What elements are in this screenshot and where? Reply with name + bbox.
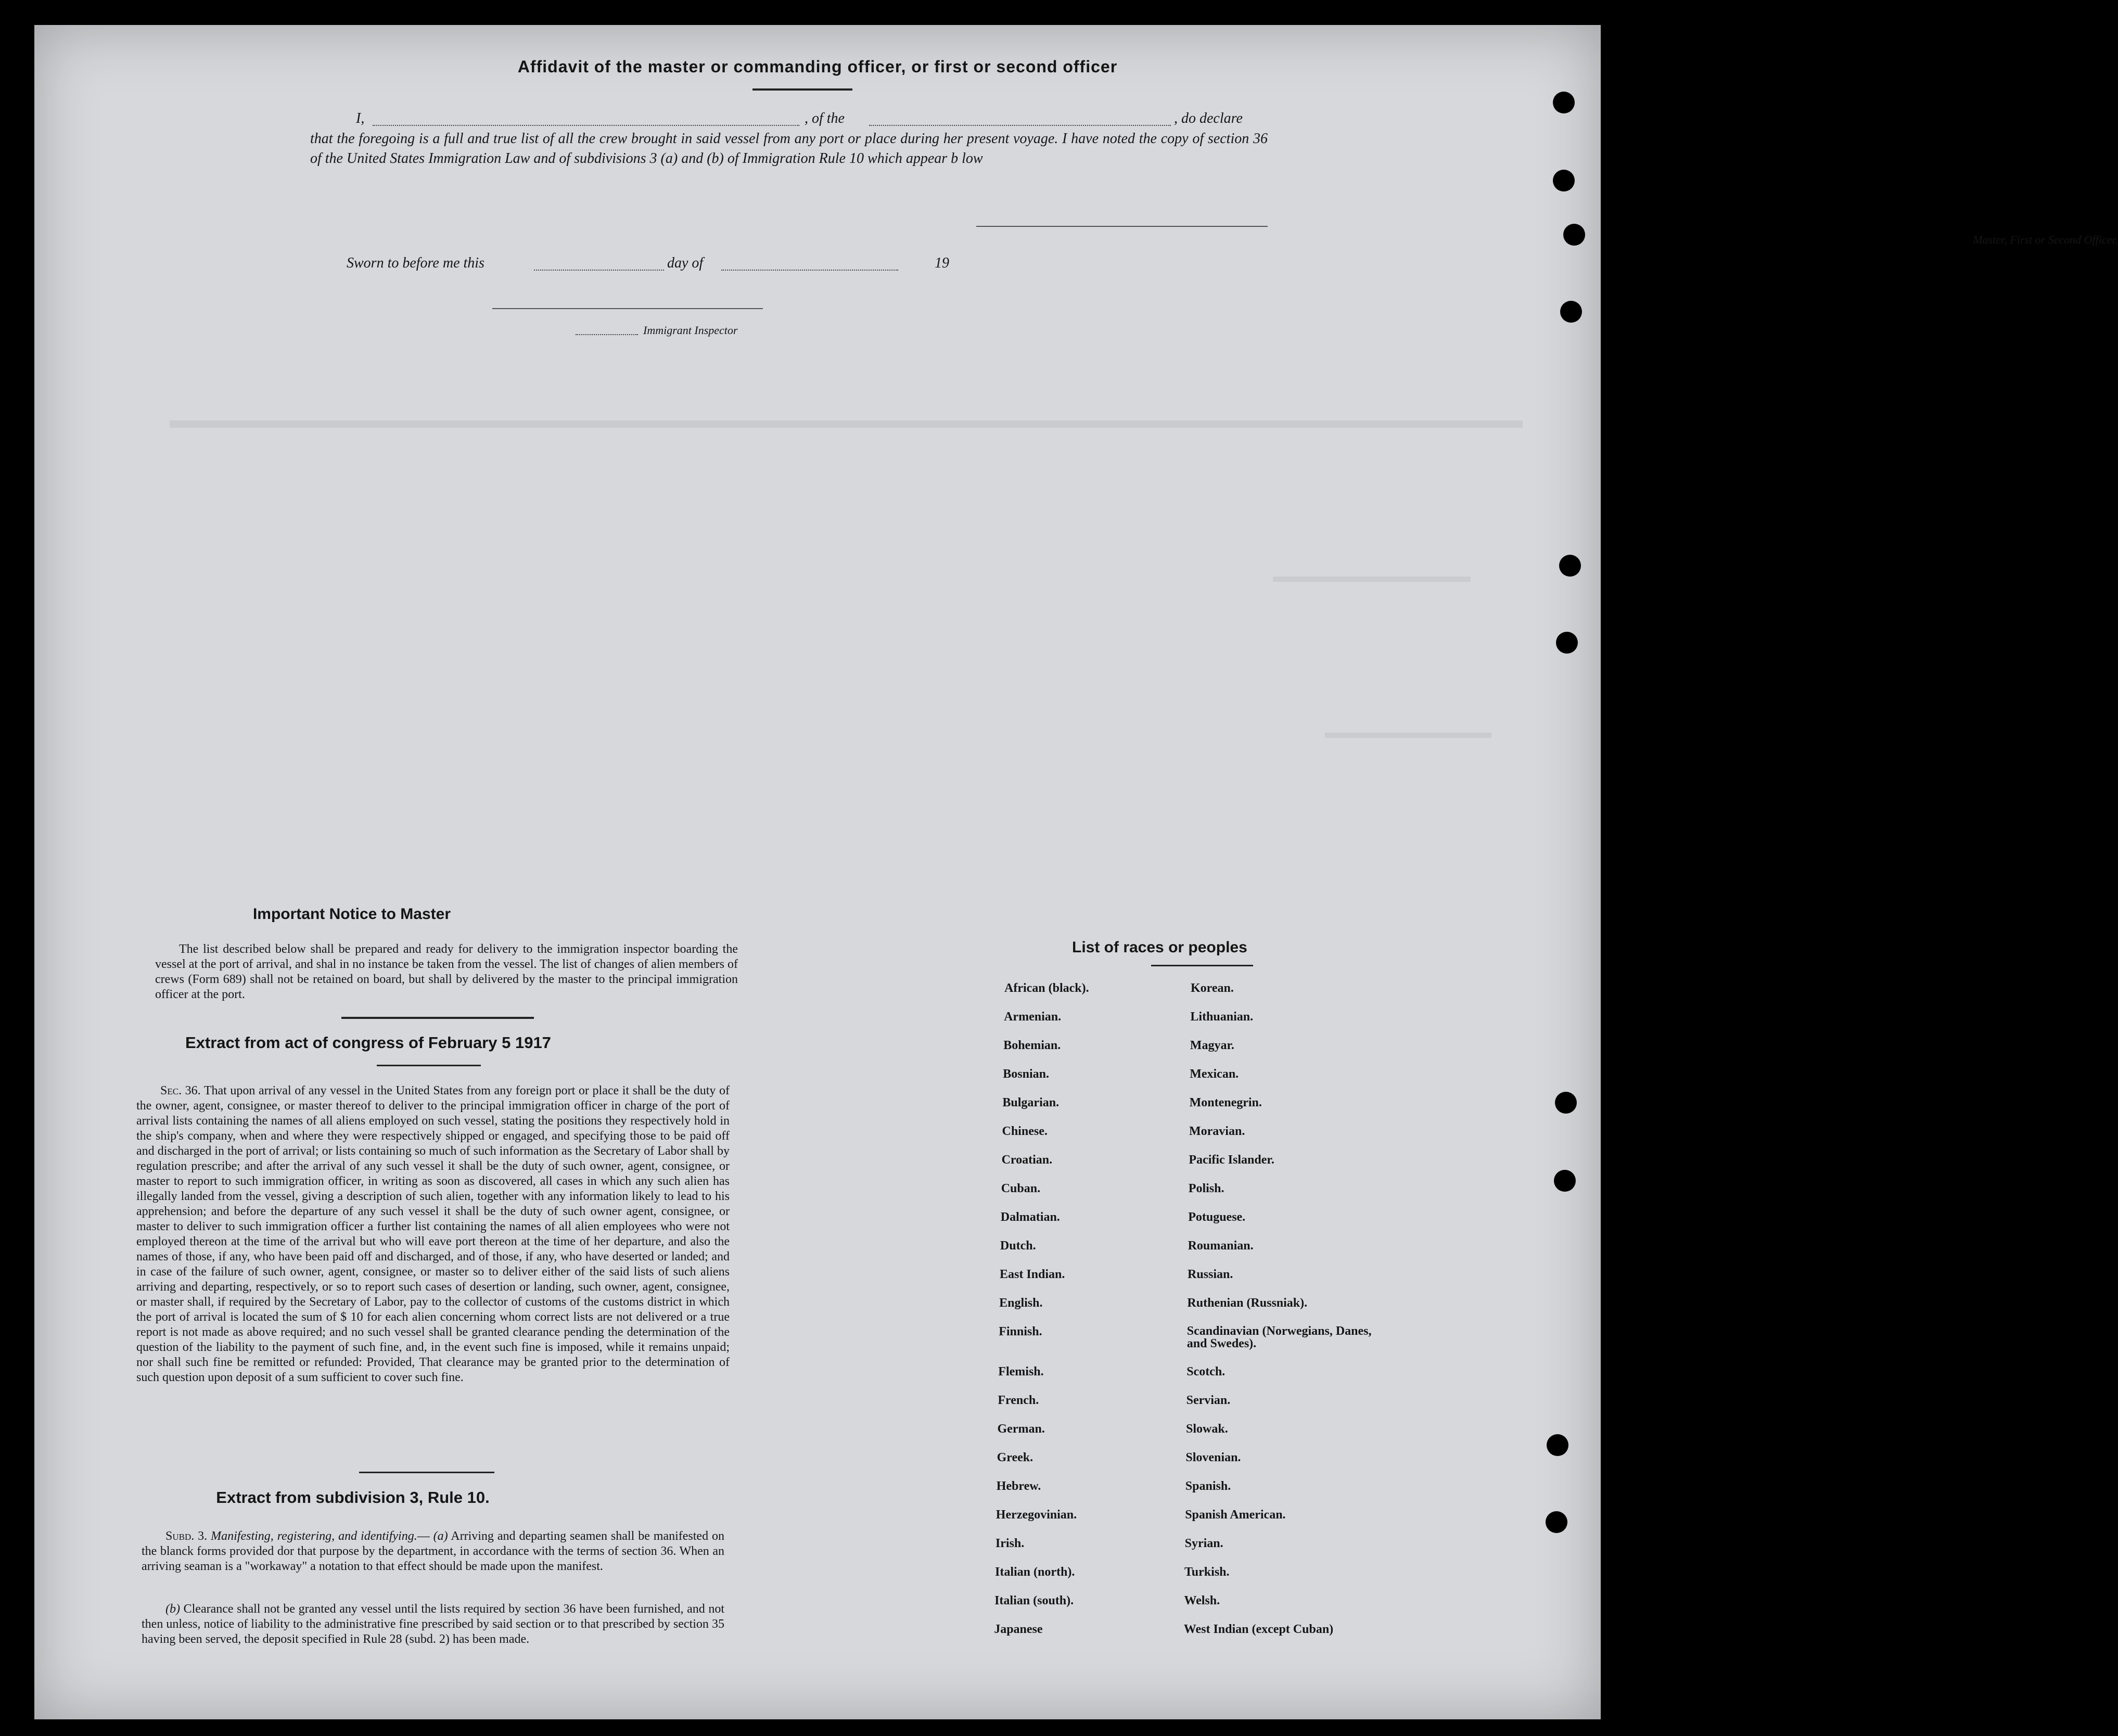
binder-hole [1553, 170, 1575, 192]
para-a-label: (a) [433, 1529, 448, 1543]
race-item: Mexican. [1190, 1067, 1239, 1081]
binder-hole [1556, 632, 1578, 654]
race-item: German. [997, 1422, 1045, 1436]
inspector-dot-line [576, 334, 638, 335]
para-b-text: Clearance shall not be granted any vessel until the lists required by section 36 have been furnished, and not then unless, notice of liability to the administrative fine prescribed by said section or to that prescribed by section 35 having been served, the deposit specified in Rule 28 (subd. 2) has been made. [142, 1602, 725, 1646]
race-item: Chinese. [1002, 1125, 1048, 1138]
affidavit-i-label: I, [356, 110, 365, 126]
race-item: Herzegovinian. [996, 1508, 1077, 1522]
sworn-month-blank[interactable] [721, 270, 898, 271]
vessel-blank-line[interactable] [869, 125, 1171, 126]
subd-heading: Manifesting, registering, and identifying. [211, 1529, 417, 1543]
race-item: Irish. [995, 1537, 1025, 1550]
race-item: Turkish. [1184, 1565, 1230, 1579]
race-item: Italian (north). [995, 1565, 1075, 1579]
binder-hole [1559, 555, 1581, 577]
extract-rule-title: Extract from subdivision 3, Rule 10. [216, 1488, 490, 1507]
race-item: Ruthenian (Russniak). [1187, 1296, 1308, 1310]
name-blank-line[interactable] [373, 125, 799, 126]
affidavit-title: Affidavit of the master or commanding officer, or first or second officer [517, 57, 1118, 76]
race-item: Polish. [1188, 1182, 1224, 1195]
inspector-caption: Immigrant Inspector [643, 324, 738, 337]
race-item: Bulgarian. [1002, 1096, 1060, 1109]
binder-hole [1547, 1434, 1568, 1456]
race-item: Welsh. [1184, 1594, 1220, 1607]
race-item: Flemish. [998, 1365, 1044, 1378]
binder-hole [1563, 224, 1585, 246]
race-item: Bohemian. [1003, 1039, 1061, 1052]
race-item: Syrian. [1184, 1537, 1223, 1550]
notice-divider [341, 1017, 534, 1019]
section-body: That upon arrival of any vessel in the United States from any foreign port or place it shall be the duty of the owner, agent, consignee, or master thereof to deliver to the principal immigration officer in charge of the port of arrival lists containing the names of all aliens employed on such vessel, stating the positions they respectively hold in the ship's company, when and where they were respectively shipped or engaged, and specifying those to be paid off and discharged in the port of arrival; or lists containing so much of such information as the Secretary of Labor shall by regulation prescribe; and after the arrival of any such vessel it shall be the duty of such owner, agent, consignee, or master to report to such immigration officer, in writing as soon as discovered, all cases in which any such alien has illegally landed from the vessel, giving a description of such alien, together with any information likely to lead to his apprehension; and before the departure of any such vessel it shall be the duty of such owner agent, consignee, or master to deliver to such immigration officer a further list containing the names of all alien employees who were not employed thereon at the time of the arrival but who will eave port thereon at the time of her departure, and also the names of those, if any, who have been paid off and discharged, and of those, if any, who have deserted or landed; and in case of the failure of such owner, agent, consignee, or master so to deliver either of the said lists of such aliens arriving and departing, respectively, or so to report such cases of desertion or landing, such owner, agent, consignee, or master shall, if required by the Secretary of Labor, pay to the collector of customs of the customs district in which the port of arrival is located the sum of $ 10 for each alien concerning whom correct lists are not delivered or a true report is not made as above required; and no such vessel shall be granted clearance pending the determination of the question of the liability to the payment of such fine, and, in the event such fine is imposed, while it remains unpaid; nor shall such fine be remitted or refunded: Provided, That clearance may be granted prior to the determination of such question upon deposit of a sum sufficient to cover such fine. [136, 1084, 730, 1384]
binder-hole [1555, 1092, 1577, 1114]
race-item: Moravian. [1189, 1125, 1245, 1138]
para-b-label: (b) [165, 1602, 180, 1616]
bleed-through-mark [1273, 577, 1471, 582]
race-item: Bosnian. [1003, 1067, 1050, 1081]
affidavit-of-the-label: , of the [805, 110, 845, 126]
sworn-day-label: day of [667, 255, 704, 271]
race-item: Russian. [1188, 1268, 1233, 1281]
extract-act-underline [377, 1065, 481, 1066]
title-underline [752, 88, 852, 91]
subd-b-paragraph [142, 1602, 724, 1647]
binder-hole [1560, 301, 1582, 323]
subd-label: Subd. 3. [165, 1529, 208, 1543]
race-item: Scotch. [1186, 1365, 1226, 1378]
races-underline [1151, 965, 1253, 966]
race-item: Potuguese. [1188, 1210, 1246, 1224]
race-item: Montenegrin. [1189, 1096, 1262, 1109]
binder-hole [1553, 92, 1575, 113]
race-item: West Indian (except Cuban) [1183, 1623, 1334, 1636]
race-item: Hebrew. [996, 1479, 1041, 1493]
affidavit-declare-label: , do declare [1174, 110, 1243, 126]
race-item: Dutch. [1000, 1239, 1036, 1253]
affidavit-body: that the foregoing is a full and true list of all the crew brought in said vessel from any port or place during her present voyage. I have noted the copy of section 36 of the United States Immigration Law and of subdivisions 3 (a) and (b) of Immigration Rule 10 which appear b low [310, 131, 1268, 167]
races-title: List of races or peoples [1072, 939, 1247, 956]
section-label: Sec. 36. [160, 1084, 201, 1097]
race-item: Pacific Islander. [1189, 1153, 1274, 1167]
race-item: Lithuanian. [1190, 1010, 1254, 1024]
para-a-text: Arriving and departing seamen shall be manifested on the blanck forms provided dor that purpose by the department, in accordance with the terms of section 36. When an arriving seaman is a "workaway" a notation to that effect should be made upon the manifest. [142, 1529, 725, 1573]
race-item: Croatian. [1001, 1153, 1053, 1167]
race-item: Spanish American. [1185, 1508, 1286, 1522]
race-item: Cuban. [1001, 1182, 1041, 1195]
rule-divider [359, 1472, 494, 1473]
race-item: Greek. [997, 1451, 1034, 1464]
race-item: Scandinavian (Norwegians, Danes, and Swedes). [1186, 1324, 1372, 1350]
race-item: French. [998, 1394, 1039, 1407]
race-item: Finnish. [999, 1325, 1042, 1338]
sworn-prefix: Sworn to before me this [347, 255, 484, 271]
race-item: Roumanian. [1188, 1239, 1254, 1253]
inspector-signature-line[interactable] [492, 308, 763, 309]
race-item: African (black). [1004, 981, 1089, 995]
notice-title: Important Notice to Master [252, 905, 451, 923]
race-item: Slovenian. [1185, 1451, 1241, 1464]
bleed-through-mark [170, 420, 1523, 428]
race-item: English. [999, 1296, 1043, 1310]
race-item: Japanese [994, 1623, 1043, 1636]
race-item: Armenian. [1004, 1010, 1062, 1024]
race-item: Slowak. [1186, 1422, 1228, 1436]
race-item: Italian (south). [994, 1594, 1074, 1607]
race-item: Servian. [1186, 1394, 1231, 1407]
signature-line[interactable] [976, 226, 1268, 227]
notice-body: The list described below shall be prepared and ready for delivery to the immigration inspector boarding the vessel at the port of arrival, and shal in no instance be taken from the vessel. The list of changes of alien members of crews (Form 689) shall not be retained on board, but shall by delivered by the master to the principal immigration officer at the port. [155, 942, 738, 1001]
subd-a-paragraph: Subd. 3. Manifesting, registering, and identifying.— (a) Arriving and departing seamen shall be manifested on the blanck forms provided dor that purpose by the department, in accordance with the terms of section 36. When an arriving seaman is a "workaway" a notation to that effect should be made upon the manifest. [142, 1529, 725, 1573]
section-36-text [136, 1083, 730, 1385]
binder-hole [1554, 1170, 1576, 1192]
race-item: Korean. [1191, 981, 1234, 995]
sworn-year-label: 19 [935, 255, 949, 271]
race-item: Magyar. [1190, 1039, 1234, 1052]
sworn-day-blank[interactable] [534, 270, 664, 271]
bleed-through-mark [1325, 733, 1491, 738]
binder-hole [1546, 1511, 1567, 1533]
signature-caption: Master, First or Second Officer. [1973, 233, 2118, 246]
document-page [34, 25, 2118, 1719]
race-item: East Indian. [1000, 1268, 1065, 1281]
race-item: Dalmatian. [1000, 1210, 1060, 1224]
race-item: Spanish. [1185, 1479, 1231, 1493]
extract-act-title: Extract from act of congress of February 5 1917 [185, 1033, 551, 1052]
